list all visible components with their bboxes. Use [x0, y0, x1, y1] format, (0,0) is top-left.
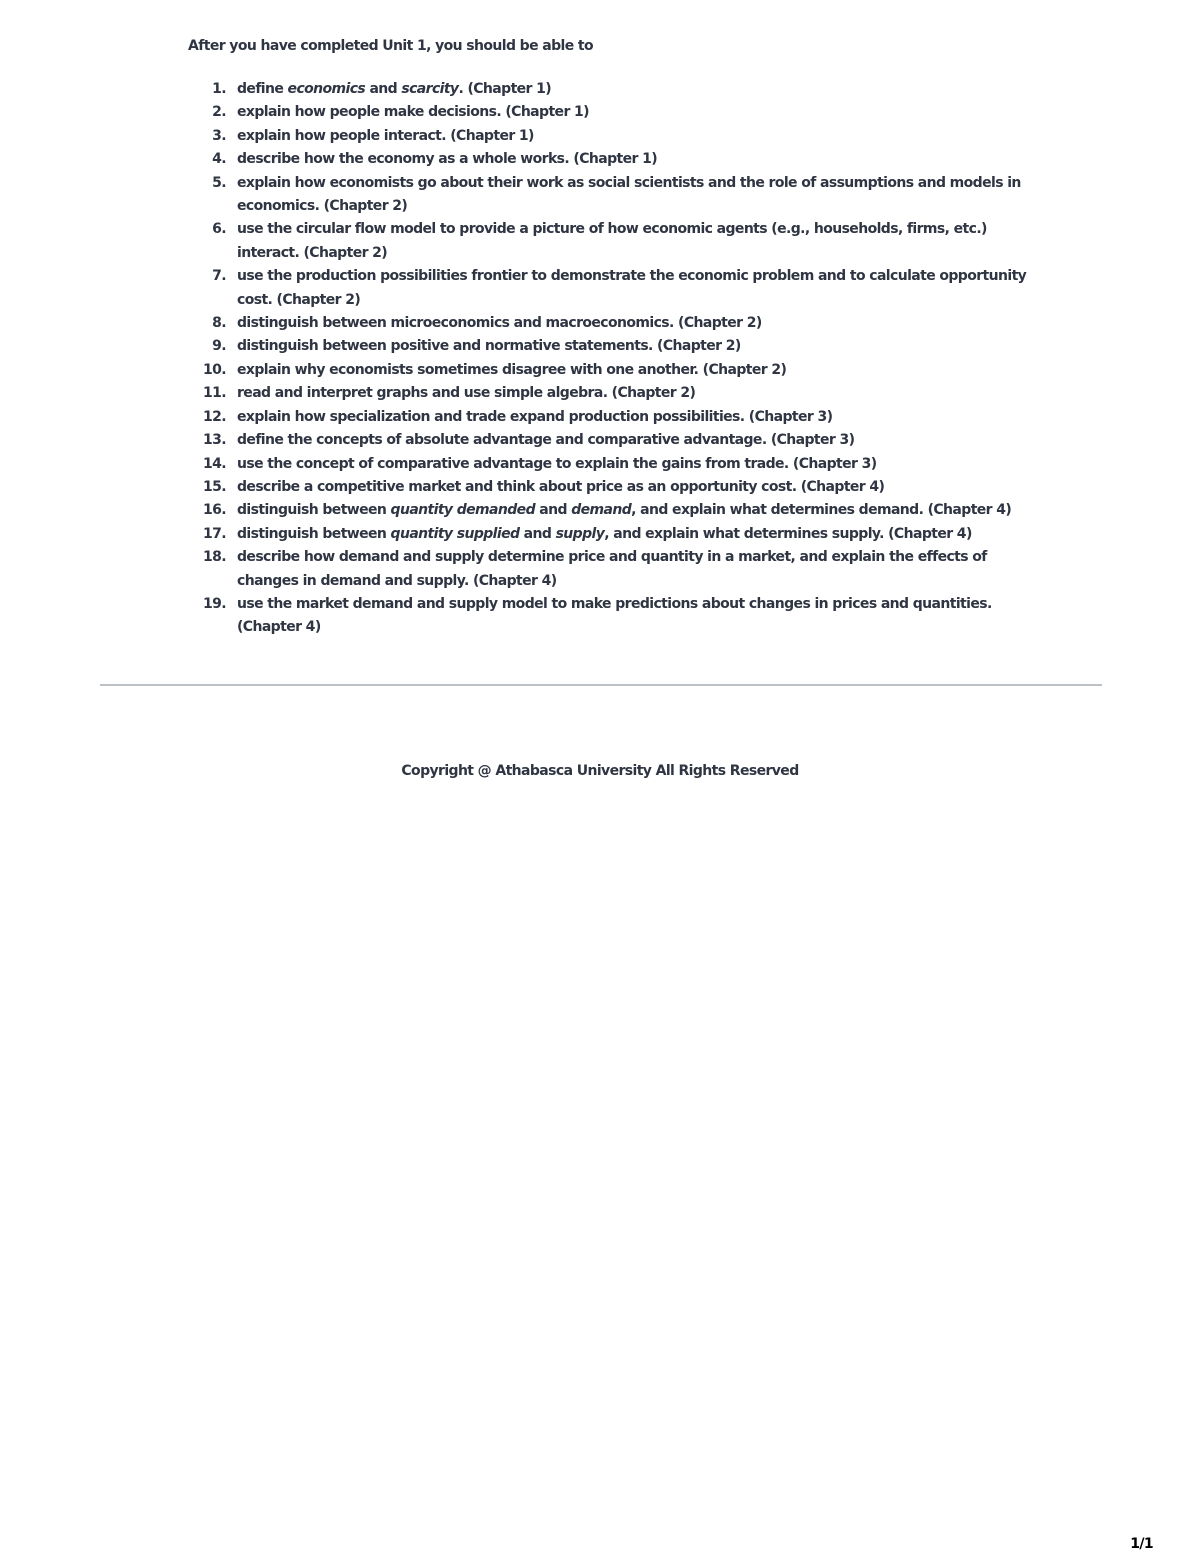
objective-number: 14.	[202, 455, 226, 472]
objective-item	[188, 78, 1028, 101]
objective-item	[188, 335, 1028, 358]
objective-number: 18.	[202, 549, 226, 566]
learning-objectives-list	[188, 78, 1028, 640]
objective-number: 11.	[202, 385, 226, 402]
objective-item	[188, 453, 1028, 476]
objective-number: 16.	[202, 502, 226, 519]
objective-text: , and explain what determines supply. (Chapter 4)	[604, 525, 972, 542]
objective-text: use the market demand and supply model to make predictions about changes in prices and quantities. (Chapter 4)	[237, 595, 992, 636]
objective-term: supply	[555, 525, 605, 542]
objective-text: use the concept of comparative advantage to explain the gains from trade. (Chapter 3)	[237, 455, 877, 472]
objective-text: define the concepts of absolute advantage and comparative advantage. (Chapter 3)	[237, 432, 855, 449]
objective-item	[188, 359, 1028, 382]
objective-number: 1.	[212, 81, 226, 97]
objective-number: 17.	[202, 525, 226, 542]
objective-term: quantity supplied	[390, 525, 520, 542]
objective-text: explain how economists go about their work as social scientists and the role of assumptions and models in economics. (Chapter 2)	[237, 174, 1021, 215]
objective-item	[188, 312, 1028, 335]
objective-item	[188, 429, 1028, 452]
objective-text: and	[519, 525, 556, 542]
objective-item	[188, 265, 1028, 312]
objective-item	[188, 476, 1028, 499]
objective-text: use the circular flow model to provide a picture of how economic agents (e.g., households, firms, etc.) interact. (Chapter 2)	[237, 221, 987, 261]
objective-number: 4.	[212, 151, 226, 168]
page-number: 1/1	[1130, 1536, 1153, 1552]
objective-text: describe how the economy as a whole works. (Chapter 1)	[237, 151, 658, 168]
objective-text: read and interpret graphs and use simple algebra. (Chapter 2)	[237, 385, 696, 402]
objective-number: 3.	[212, 127, 226, 144]
objective-term: economics	[287, 81, 366, 97]
objective-number: 2.	[212, 104, 226, 121]
objective-item	[188, 148, 1028, 171]
divider	[100, 684, 1102, 686]
copyright-text: Copyright @ Athabasca University All Rights Reserved	[401, 763, 799, 779]
objective-number: 7.	[212, 268, 226, 285]
objective-text: describe a competitive market and think about price as an opportunity cost. (Chapter 4)	[237, 478, 885, 495]
objective-text: distinguish between	[237, 502, 391, 519]
objective-number: 6.	[212, 221, 226, 238]
objective-item	[188, 546, 1028, 593]
objective-text: distinguish between positive and normative statements. (Chapter 2)	[237, 338, 741, 355]
objective-text: explain how people interact. (Chapter 1)	[237, 127, 534, 144]
objective-text: explain why economists sometimes disagree with one another. (Chapter 2)	[237, 361, 787, 378]
objective-item	[188, 523, 1028, 546]
objective-text: explain how specialization and trade expand production possibilities. (Chapter 3)	[237, 408, 833, 425]
objective-text: use the production possibilities frontier to demonstrate the economic problem and to calculate opportunity cost. (Chapter 2)	[237, 268, 1027, 308]
objective-number: 12.	[202, 408, 226, 425]
objective-item	[188, 172, 1028, 219]
objective-text: describe how demand and supply determine price and quantity in a market, and explain the effects of changes in demand and supply. (Chapter 4)	[237, 549, 987, 589]
objective-text: define	[237, 81, 288, 97]
objective-text: and	[365, 81, 402, 97]
objective-item	[188, 499, 1028, 522]
objective-text: , and explain what determines demand. (Chapter 4)	[631, 502, 1012, 519]
objective-number: 8.	[212, 315, 226, 332]
objective-item	[188, 218, 1028, 265]
objective-number: 15.	[202, 478, 226, 495]
objective-number: 13.	[202, 432, 226, 449]
objective-number: 19.	[202, 595, 226, 612]
objective-item	[188, 406, 1028, 429]
objective-text: . (Chapter 1)	[458, 81, 552, 97]
objective-item	[188, 125, 1028, 148]
objective-text: and	[535, 502, 572, 519]
objective-item	[188, 593, 1028, 640]
objective-term: demand	[571, 502, 632, 519]
objective-item	[188, 382, 1028, 405]
objective-item	[188, 101, 1028, 124]
objective-text: explain how people make decisions. (Chapter 1)	[237, 104, 589, 121]
objective-number: 10.	[202, 361, 226, 378]
objective-term: scarcity	[401, 81, 459, 97]
objective-number: 5.	[212, 174, 226, 191]
objective-text: distinguish between microeconomics and macroeconomics. (Chapter 2)	[237, 315, 762, 332]
objective-number: 9.	[212, 338, 226, 355]
objective-term: quantity demanded	[390, 502, 535, 519]
intro-text: After you have completed Unit 1, you should be able to	[188, 38, 594, 54]
objective-text: distinguish between	[237, 525, 391, 542]
